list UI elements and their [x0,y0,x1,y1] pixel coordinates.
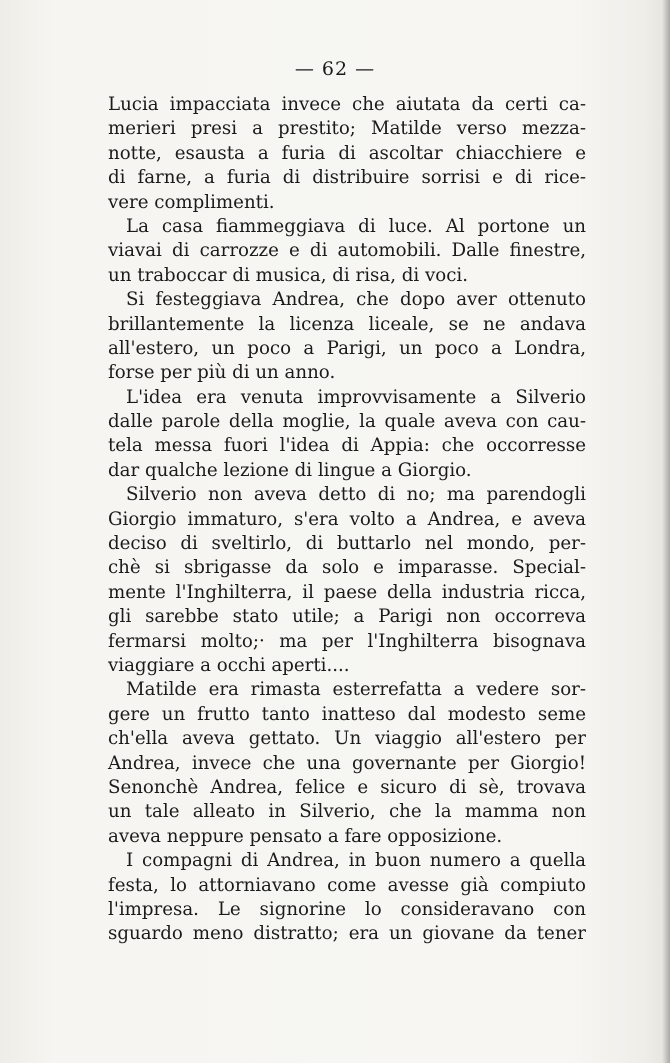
text-line: viavai di carrozze e di automobili. Dalle finestre, [108,240,586,262]
text-line: sguardo meno distratto; era un giovane da tener [108,923,586,945]
text-line: I compagni di Andrea, in buon numero a quella [126,850,586,872]
text-line: notte, esausta a furia di ascoltar chiacchiere e [108,142,586,164]
text-line: L'idea era venuta improvvisamente a Silverio [126,386,586,408]
text-line: Si festeggiava Andrea, che dopo aver ottenuto [126,289,586,311]
text-line: Giorgio immaturo, s'era volto a Andrea, e aveva [108,508,586,530]
text-line: Lucia impacciata invece che aiutata da certi ca- [108,94,586,115]
text-line: di farne, a furia di distribuire sorrisi e di rice- [108,167,586,189]
text-line: vere complimenti. [108,191,275,213]
text-line: aveva neppure pensato a fare opposizione. [108,825,503,847]
page-number: — 62 — [294,58,376,80]
text-line: gere un frutto tanto inatteso dal modesto seme [108,703,586,725]
text-line: Silverio non aveva detto di no; ma parendogli [126,484,586,506]
text-line: forse per più di un anno. [108,362,336,384]
text-line: festa, lo attorniavano come avesse già compiuto [108,874,586,896]
page-edge-shadow [662,0,670,1063]
text-line: un traboccar di musica, di risa, di voci. [108,264,469,286]
text-line: Andrea, invece che una governante per Giorgio! [108,752,586,774]
text-line: deciso di sveltirlo, di buttarlo nel mondo, per- [108,533,586,555]
text-line: ch'ella aveva gettato. Un viaggio all'estero per [108,728,586,750]
text-line: all'estero, un poco a Parigi, un poco a Londra, [108,337,586,359]
text-line: chè si sbrigasse da solo e imparasse. Special- [108,557,586,579]
text-line: Matilde era rimasta esterrefatta a vedere sor- [126,679,586,701]
text-line: brillantemente la licenza liceale, se ne andava [108,313,586,335]
text-line: l'impresa. Le signorine lo consideravano con [108,898,586,920]
text-line: dalle parole della moglie, la quale aveva con cau- [108,411,586,433]
body-text [108,93,586,947]
text-line: gli sarebbe stato utile; a Parigi non occorreva [108,606,586,628]
text-line: fermarsi molto;· ma per l'Inghilterra bisognava [108,630,586,652]
text-line: mente l'Inghilterra, il paese della industria ricca, [108,581,586,603]
text-line: un tale alleato in Silverio, che la mamma non [108,801,586,823]
text-line: viaggiare a occhi aperti.... [108,654,350,676]
text-line: La casa fiammeggiava di luce. Al portone un [126,215,586,237]
text-line: dar qualche lezione di lingue a Giorgio. [108,459,472,481]
text-line: Senonchè Andrea, felice e sicuro di sè, trovava [108,776,586,798]
text-line: tela messa fuori l'idea di Appia: che occorresse [108,435,586,457]
text-line: merieri presi a prestito; Matilde verso mezza- [108,118,586,140]
